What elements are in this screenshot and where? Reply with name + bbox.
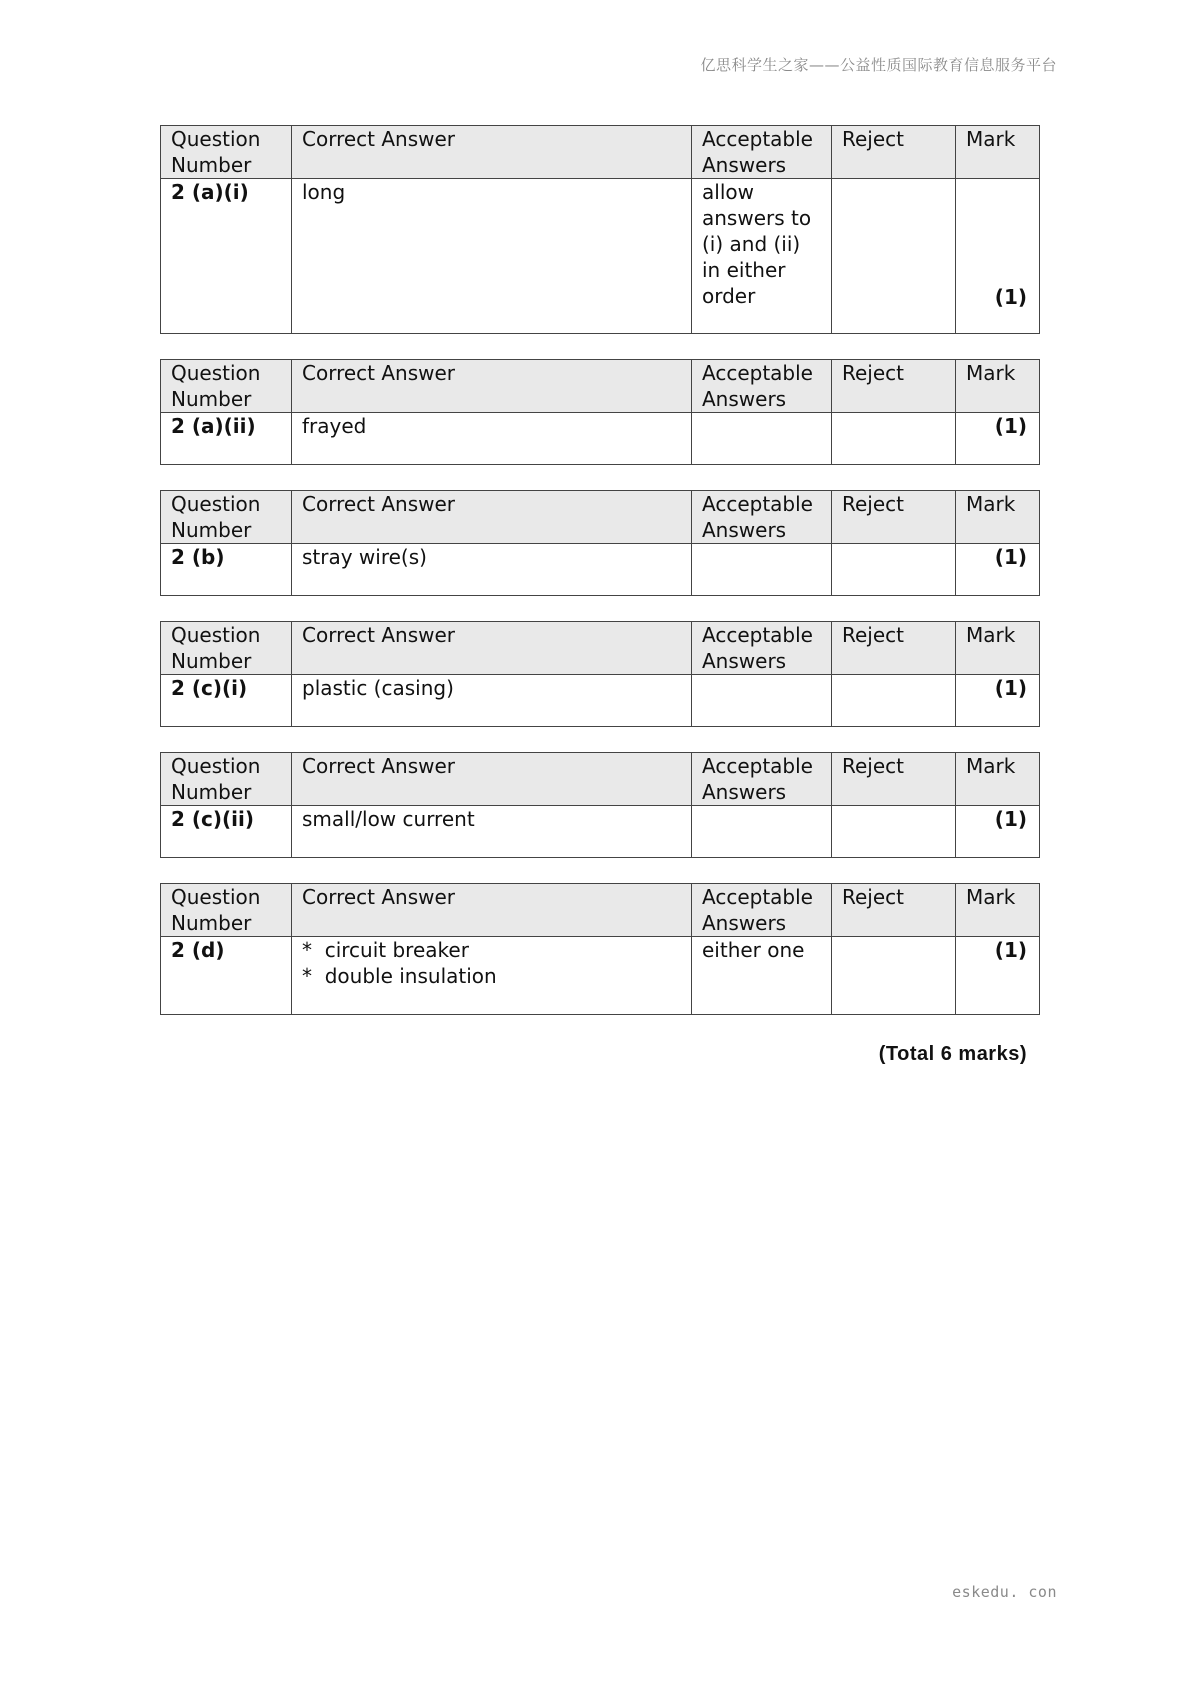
mark-value: (1): [994, 676, 1027, 700]
header-reject: Reject: [832, 884, 956, 937]
page-header: 亿思科学生之家——公益性质国际教育信息服务平台: [700, 56, 1057, 74]
header-correct-answer: Correct Answer: [292, 622, 692, 675]
header-correct-answer: Correct Answer: [292, 360, 692, 413]
acceptable-answers: [692, 544, 832, 596]
reject: [832, 937, 956, 1015]
reject: [832, 675, 956, 727]
answer-bullet-double-insulation: * double insulation: [302, 964, 497, 988]
header-question-number: Question Number: [161, 622, 292, 675]
header-mark: Mark: [956, 491, 1040, 544]
question-number: 2 (b): [161, 544, 292, 596]
table-row: [161, 806, 1040, 858]
header-reject: Reject: [832, 126, 956, 179]
reject: [832, 413, 956, 465]
header-mark: Mark: [956, 622, 1040, 675]
header-mark: Mark: [956, 753, 1040, 806]
table-row: [161, 544, 1040, 596]
mark-value: (1): [994, 807, 1027, 831]
header-reject: Reject: [832, 491, 956, 544]
mark-value: (1): [994, 938, 1027, 962]
mark-cell: [956, 544, 1040, 596]
answer-bullet-circuit-breaker: * circuit breaker: [302, 938, 469, 962]
total-marks: (Total 6 marks): [878, 1043, 1027, 1065]
header-reject: Reject: [832, 360, 956, 413]
acceptable-answers: [692, 413, 832, 465]
question-number: 2 (c)(ii): [161, 806, 292, 858]
acceptable-answers: [692, 675, 832, 727]
acceptable-answers: allow answers to (i) and (ii) in either order: [692, 179, 832, 334]
header-acceptable-answers: Acceptable Answers: [692, 360, 832, 413]
mark-cell: [956, 413, 1040, 465]
table-header-row: [161, 491, 1040, 544]
table-row: [161, 937, 1040, 1015]
question-number: 2 (d): [161, 937, 292, 1015]
mark-scheme-table-2ci: [160, 621, 1040, 727]
header-correct-answer: Correct Answer: [292, 753, 692, 806]
correct-answer: [292, 937, 692, 1015]
mark-value: (1): [994, 285, 1027, 309]
mark-value: (1): [994, 545, 1027, 569]
mark-cell: [956, 675, 1040, 727]
mark-scheme-table-2aii: [160, 359, 1040, 465]
mark-scheme-table-2cii: [160, 752, 1040, 858]
header-correct-answer: Correct Answer: [292, 884, 692, 937]
mark-cell: [956, 179, 1040, 334]
question-number: 2 (c)(i): [161, 675, 292, 727]
mark-cell: [956, 937, 1040, 1015]
header-acceptable-answers: Acceptable Answers: [692, 491, 832, 544]
table-row: [161, 413, 1040, 465]
correct-answer: plastic (casing): [292, 675, 692, 727]
mark-cell: [956, 806, 1040, 858]
reject: [832, 806, 956, 858]
correct-answer: small/low current: [292, 806, 692, 858]
table-header-row: [161, 126, 1040, 179]
question-number: 2 (a)(ii): [161, 413, 292, 465]
table-header-row: [161, 622, 1040, 675]
acceptable-answers: [692, 806, 832, 858]
header-correct-answer: Correct Answer: [292, 491, 692, 544]
header-mark: Mark: [956, 884, 1040, 937]
mark-scheme-table-2ai: [160, 125, 1040, 334]
header-acceptable-answers: Acceptable Answers: [692, 622, 832, 675]
header-question-number: Question Number: [161, 491, 292, 544]
header-acceptable-answers: Acceptable Answers: [692, 753, 832, 806]
table-row: [161, 179, 1040, 334]
page-footer: eskedu. con: [952, 1583, 1057, 1601]
header-reject: Reject: [832, 622, 956, 675]
correct-answer: stray wire(s): [292, 544, 692, 596]
header-reject: Reject: [832, 753, 956, 806]
header-acceptable-answers: Acceptable Answers: [692, 884, 832, 937]
mark-scheme-table-2d: [160, 883, 1040, 1015]
correct-answer: long: [292, 179, 692, 334]
header-mark: Mark: [956, 126, 1040, 179]
table-header-row: [161, 753, 1040, 806]
header-question-number: Question Number: [161, 753, 292, 806]
reject: [832, 544, 956, 596]
header-correct-answer: Correct Answer: [292, 126, 692, 179]
table-header-row: [161, 360, 1040, 413]
reject: [832, 179, 956, 334]
mark-value: (1): [994, 414, 1027, 438]
table-row: [161, 675, 1040, 727]
table-header-row: [161, 884, 1040, 937]
header-mark: Mark: [956, 360, 1040, 413]
header-acceptable-answers: Acceptable Answers: [692, 126, 832, 179]
header-question-number: Question Number: [161, 884, 292, 937]
header-question-number: Question Number: [161, 360, 292, 413]
question-number: 2 (a)(i): [161, 179, 292, 334]
mark-scheme-table-2b: [160, 490, 1040, 596]
header-question-number: Question Number: [161, 126, 292, 179]
correct-answer: frayed: [292, 413, 692, 465]
acceptable-answers: either one: [692, 937, 832, 1015]
